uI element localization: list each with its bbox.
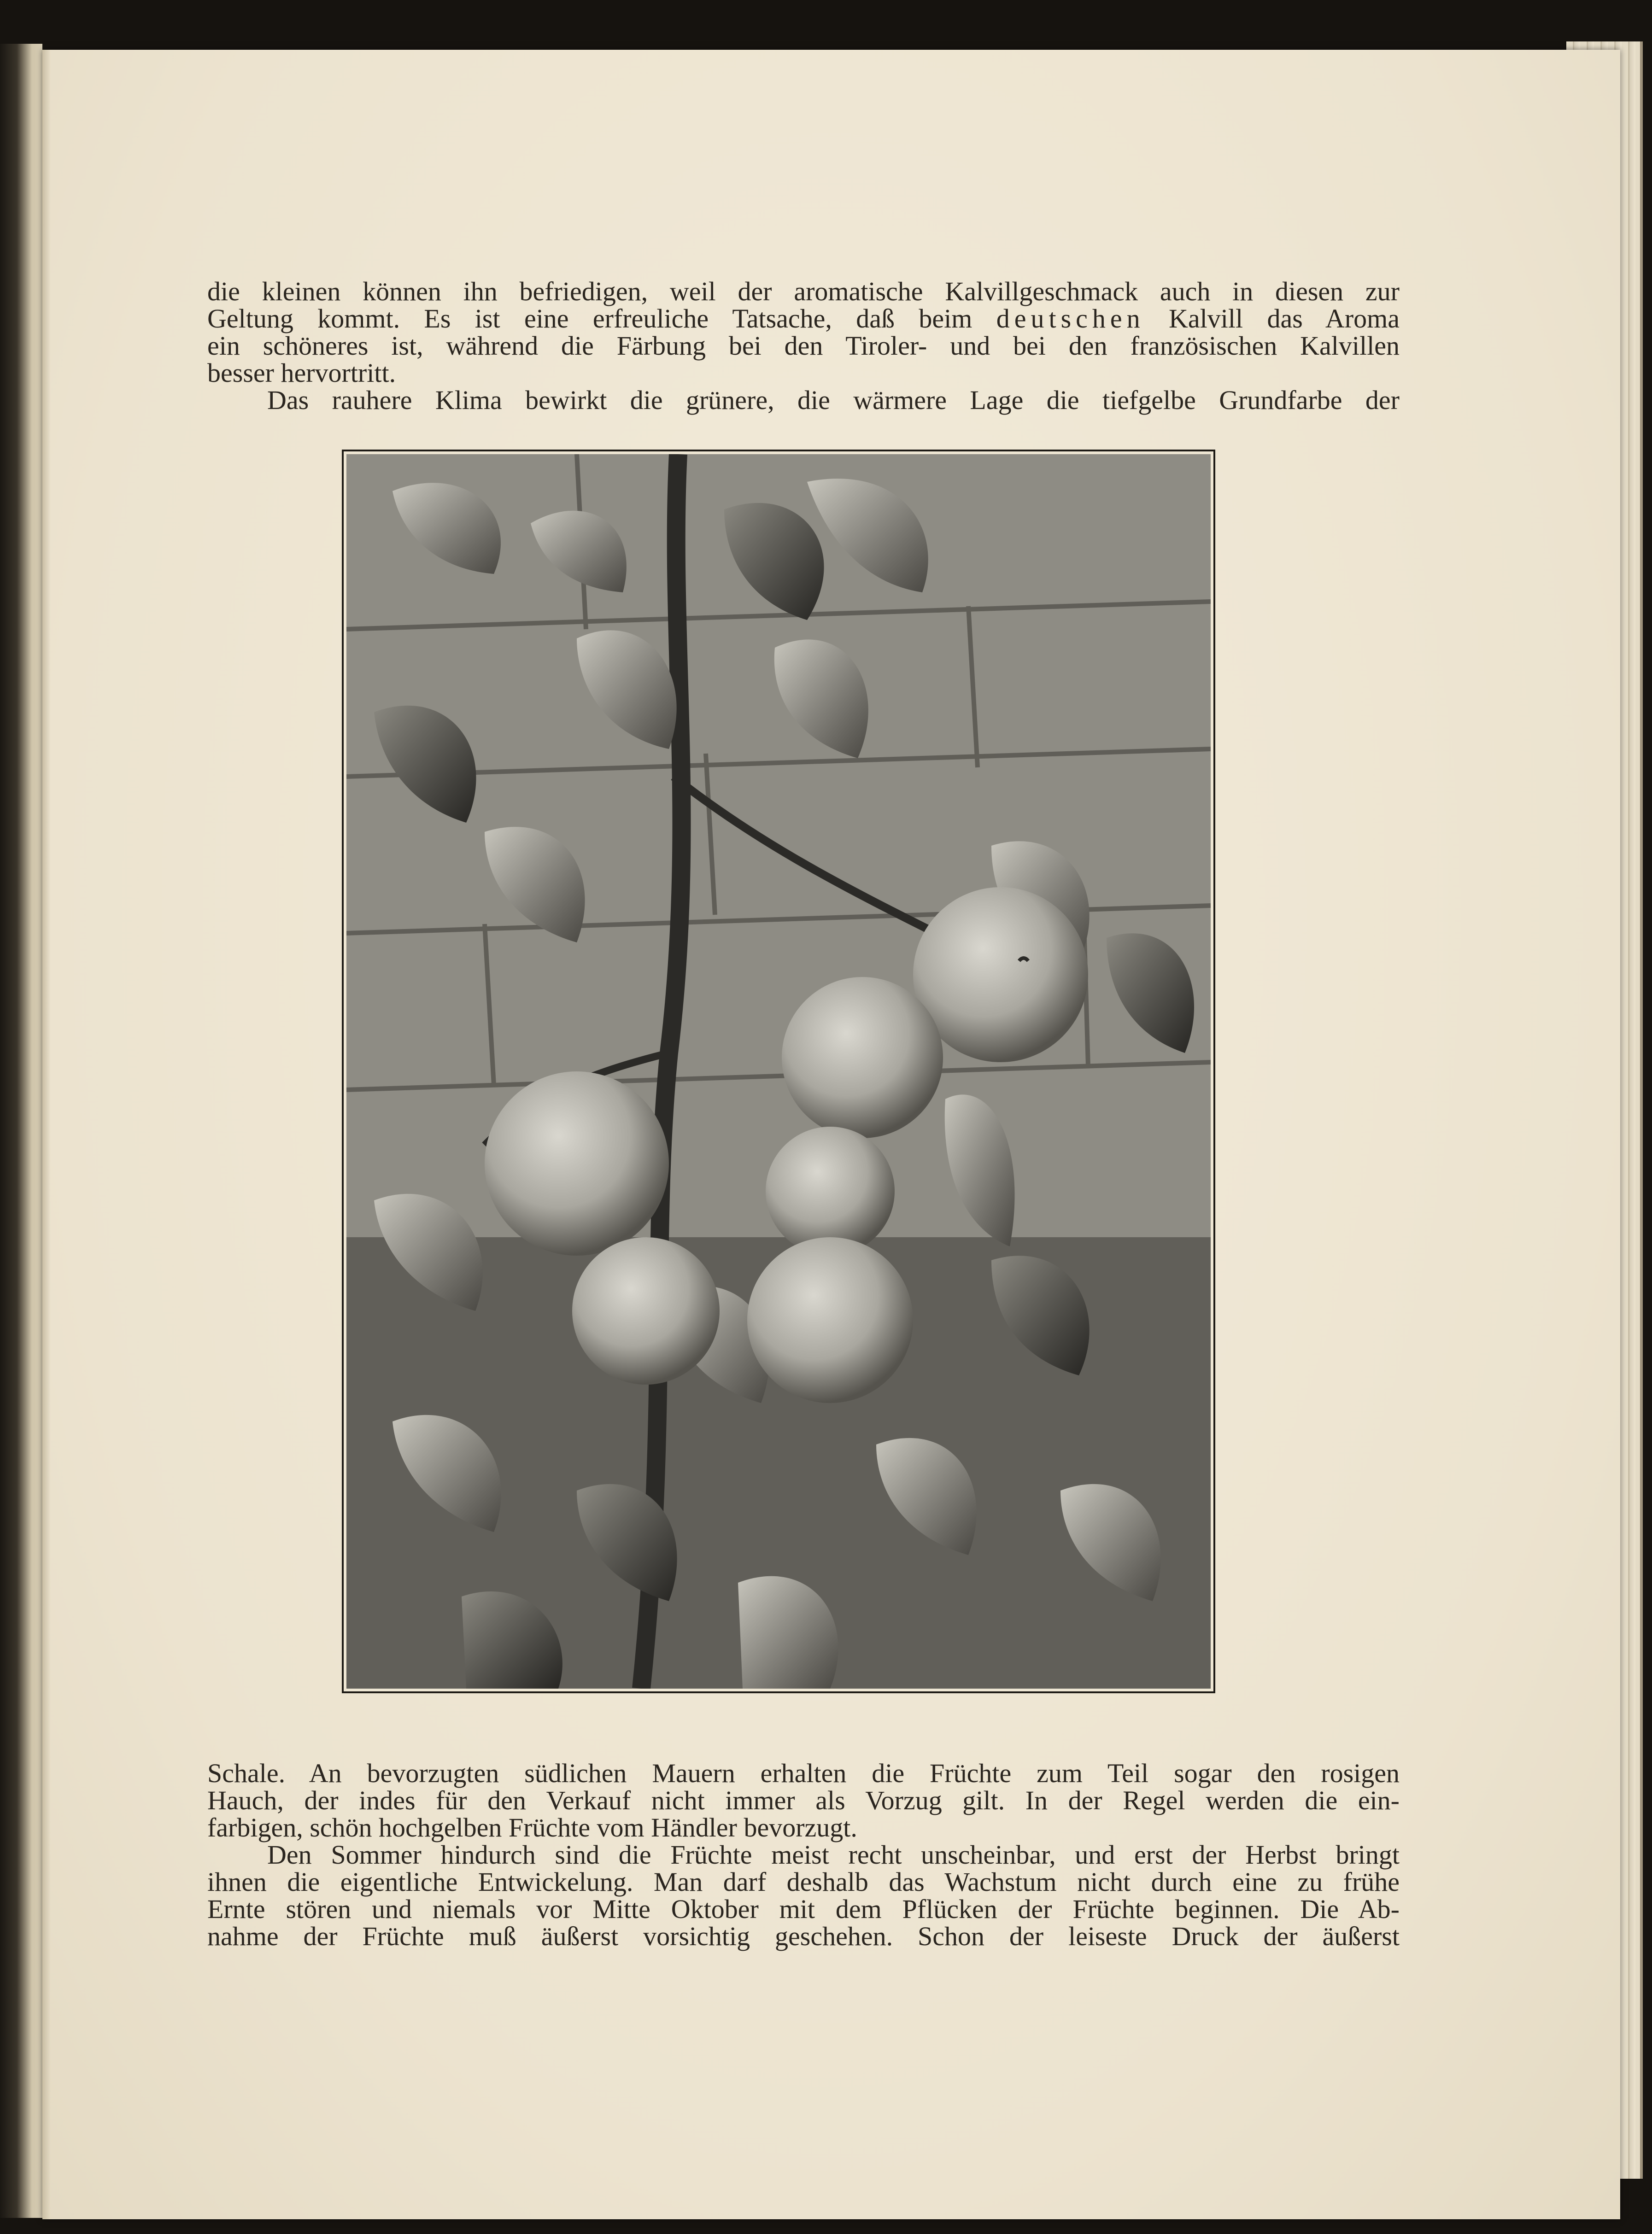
book-spine-edge xyxy=(0,44,42,2218)
text-line: nahme der Früchte muß äußerst vorsichtig geschehen. Schon der leiseste Druck der äußerst xyxy=(207,1921,1400,1951)
paragraph-bottom xyxy=(207,1760,1400,1950)
text-line: farbigen, schön hochgelben Früchte vom Händler bevorzugt. xyxy=(207,1813,857,1842)
text-line: Den Sommer hindurch sind die Früchte meist recht unscheinbar, und erst der Herbst bringt xyxy=(267,1840,1400,1870)
text-line: Das rauhere Klima bewirkt die grünere, die wärmere Lage die tiefgelbe Grundfarbe der xyxy=(267,385,1400,415)
text-line: die kleinen können ihn befriedigen, weil der aromatische Kalvillgeschmack auch in diesen zur xyxy=(207,276,1400,306)
text-line: Geltung kommt. Es ist eine erfreuliche Tatsache, daß beim deutschen Kalvill das Aroma xyxy=(207,304,1400,333)
text-line: Ernte stören und niemals vor Mitte Oktober mit dem Pflücken der Früchte beginnen. Die Ab- xyxy=(207,1894,1400,1924)
text-line: Schale. An bevorzugten südlichen Mauern erhalten die Früchte zum Teil sogar den rosigen xyxy=(207,1758,1400,1788)
text-line: ein schöneres ist, während die Färbung bei den Tiroler- und bei den französischen Kalvillen xyxy=(207,331,1400,361)
text-line: ihnen die eigentliche Entwickelung. Man darf deshalb das Wachstum nicht durch eine zu frühe xyxy=(207,1867,1400,1897)
photo-figure xyxy=(342,450,1215,1693)
text-line: Hauch, der indes für den Verkauf nicht immer als Vorzug gilt. In der Regel werden die ein- xyxy=(207,1785,1400,1815)
book-page xyxy=(42,50,1620,2219)
emphasized-word: deutschen xyxy=(996,304,1145,333)
text-line: besser hervortritt. xyxy=(207,358,396,388)
paragraph-top xyxy=(207,278,1400,414)
page-crease xyxy=(42,50,51,2219)
apple-branch-photo xyxy=(346,454,1211,1689)
